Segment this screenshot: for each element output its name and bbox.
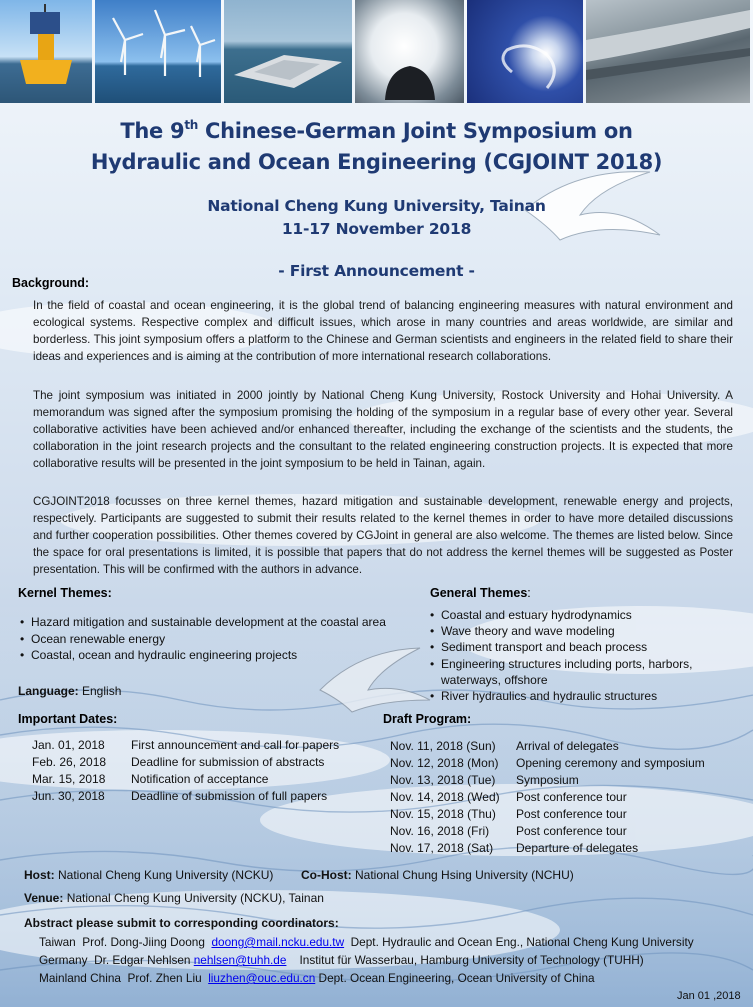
background-heading: Background:: [12, 276, 90, 290]
draft-program-heading: Draft Program:: [383, 712, 472, 726]
coordinator-germany: Germany Dr. Edgar Nehlsen nehlsen@tuhh.de Institut für Wasserbau, Hamburg University of Technology (TUHH): [39, 953, 644, 967]
table-row: Mar. 15, 2018 Notification of acceptance: [32, 772, 269, 786]
cohost-line: Co-Host: National Chung Hsing University (NCHU): [301, 868, 574, 882]
background-paragraph-1: In the field of coastal and ocean engineering, it is the global trend of balancing engineering measures with natural environment and ecological systems. Respective complex and difficult issues, which arose in many countries and areas worldwide, are similar and borderless. This joint symposium offers a platform to the Chinese and German scientists and engineers in the related field to share their ideas and experiences and is aiming at the contribution of more international research collaborations.: [33, 299, 733, 363]
list-item: • River hydraulics and hydraulic structures: [430, 688, 730, 704]
table-row: Feb. 26, 2018 Deadline for submission of abstracts: [32, 755, 325, 769]
symposium-title-line2: Hydraulic and Ocean Engineering (CGJOINT 2018): [90, 150, 663, 174]
list-item: • Hazard mitigation and sustainable development at the coastal area: [20, 614, 420, 631]
table-row: Nov. 15, 2018 (Thu) Post conference tour: [390, 807, 627, 821]
harbor-photo: [224, 0, 352, 103]
buoy-photo: [0, 0, 92, 103]
important-dates-heading: Important Dates:: [18, 712, 118, 726]
email-link-liuzhen[interactable]: liuzhen@ouc.edu.cn: [208, 971, 316, 985]
announcement-line: - First Announcement -: [278, 262, 475, 280]
important-dates-table: [32, 737, 372, 805]
list-item: • Coastal, ocean and hydraulic engineering projects: [20, 647, 420, 664]
venue-detail-line: Venue: National Cheng Kung University (NCKU), Tainan: [24, 891, 324, 905]
host-line: Host: National Cheng Kung University (NCKU): [24, 868, 274, 882]
table-row: Nov. 11, 2018 (Sun) Arrival of delegates: [390, 739, 619, 753]
list-item: • Ocean renewable energy: [20, 631, 420, 648]
language-line: Language: English: [18, 684, 122, 698]
header-photo-strip: [0, 0, 753, 103]
symposium-title-line1: The 9th Chinese-German Joint Symposium on: [120, 118, 633, 143]
list-item: • Sediment transport and beach process: [430, 639, 730, 655]
typhoon-satellite-photo: [467, 0, 583, 103]
wind-turbines-photo: [95, 0, 221, 103]
table-row: Nov. 17, 2018 (Sat) Departure of delegates: [390, 841, 639, 855]
table-row: Jun. 30, 2018 Deadline of submission of full papers: [32, 789, 328, 803]
coordinator-mainland-china: Mainland China Prof. Zhen Liu liuzhen@ouc.edu.cn Dept. Ocean Engineering, Ocean University of China: [39, 971, 595, 985]
table-row: Nov. 12, 2018 (Mon) Opening ceremony and symposium: [390, 756, 705, 770]
table-row: Nov. 16, 2018 (Fri) Post conference tour: [390, 824, 627, 838]
abstract-heading: Abstract please submit to corresponding coordinators:: [24, 916, 339, 930]
background-paragraph-2: The joint symposium was initiated in 2000 jointly by National Cheng Kung University, Rostock University and Hohai University. A memorandum was signed after the symposium promising the holding of the symposium in a regular base of every other year. Several collaborative activities have been achieved and/or enhanced thereafter, including the exchange of the scientists and the students, the collaboration in the joint research projects and the consultant to the related engineering construction projects. It is expected that more collaborative results will be presented in the joint symposium to be held in Tainan, again.: [33, 389, 733, 470]
list-item: • Wave theory and wave modeling: [430, 623, 730, 639]
table-row: Jan. 01, 2018 First announcement and call for papers: [32, 738, 340, 752]
draft-program-table: [390, 738, 740, 857]
coastline-aerial-photo: [586, 0, 750, 103]
date-line: 11-17 November 2018: [281, 220, 472, 238]
email-link-nehlsen[interactable]: nehlsen@tuhh.de: [193, 953, 287, 967]
list-item: • Coastal and estuary hydrodynamics: [430, 607, 730, 623]
list-item: • Engineering structures including ports, harbors, waterways, offshore: [430, 656, 730, 688]
footer-date: Jan 01 ,2018: [677, 990, 741, 1002]
general-themes-heading: General Themes:: [430, 586, 531, 600]
coordinator-taiwan: Taiwan Prof. Dong-Jiing Doong doong@mail.ncku.edu.tw Dept. Hydraulic and Ocean Eng., National Cheng Kung University: [39, 935, 694, 949]
kernel-themes-heading: Kernel Themes:: [18, 586, 112, 600]
table-row: Nov. 13, 2018 (Tue) Symposium: [390, 773, 579, 787]
email-link-doong[interactable]: doong@mail.ncku.edu.tw: [211, 935, 345, 949]
venue-line: National Cheng Kung University, Tainan: [207, 197, 546, 215]
wave-impact-photo: [355, 0, 464, 103]
background-paragraph-3: CGJOINT2018 focusses on three kernel themes, hazard mitigation and sustainable development, renewable energy and projects, respectively. Participants are suggested to submit their results related to the kernel themes in order to have more detailed discussions and further cooperation possibilities. Other themes covered by CGJoint in general are also welcome. The themes are listed below. Since the space for oral presentations is limited, it is possible that papers that do not address the kernel themes will be suggested as Poster presentation. This will be confirmed with the authors in advance.: [33, 495, 733, 576]
kernel-themes-list: [20, 614, 420, 664]
table-row: Nov. 14, 2018 (Wed) Post conference tour: [390, 790, 627, 804]
general-themes-list: [430, 607, 730, 704]
